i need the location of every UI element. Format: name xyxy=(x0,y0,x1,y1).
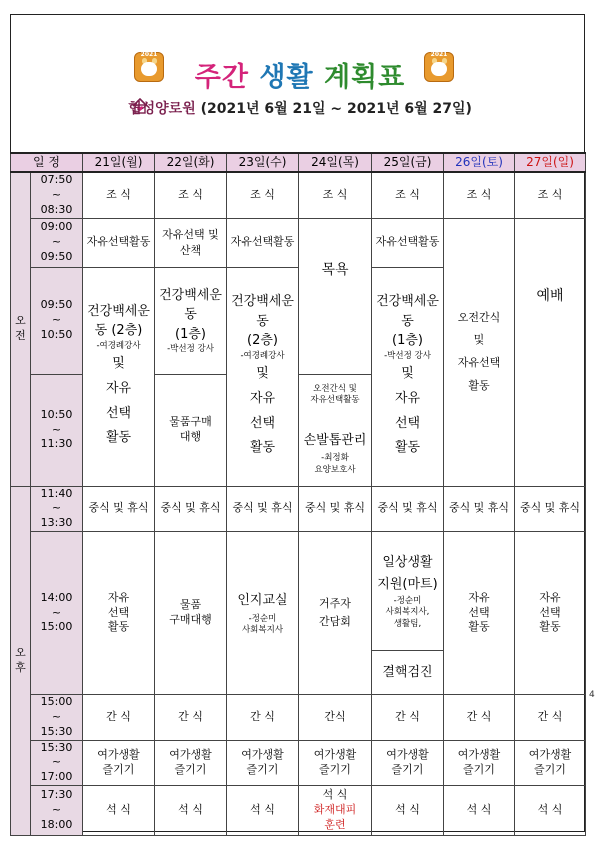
header-row xyxy=(11,153,586,172)
cell-free-activity-fri: 자유선택활동 xyxy=(372,218,444,267)
foot-care-label: 손발톱관리 xyxy=(303,432,367,448)
cognitive-label: 인지교실 xyxy=(237,593,288,609)
cell-breakfast-wed: 조 식 xyxy=(227,172,299,218)
cell-breakfast-sat: 조 식 xyxy=(444,172,515,218)
organization-name: 협성양로원 xyxy=(128,101,196,117)
cell-lunch-fri: 중식 및 휴식 xyxy=(372,486,444,532)
day-header-wed: 23일(수) xyxy=(227,153,299,172)
and-label: 및 xyxy=(256,366,269,382)
time-cell: 17:30 ~ 18:00 xyxy=(31,786,83,836)
cell-breakfast-thu: 조 식 xyxy=(299,172,372,218)
time-cell: 15:00 ~ 15:30 xyxy=(31,695,83,741)
cow-logo-icon-right: 2021 xyxy=(424,52,454,82)
cell-free-activity-mon: 자유선택활동 xyxy=(83,218,155,267)
exercise-title: 건강백세운동 (2층) xyxy=(231,294,294,349)
day-header-thu: 24일(목) xyxy=(299,153,372,172)
table-row xyxy=(11,172,586,218)
cell-leisure-fri: 여가생활 즐기기 xyxy=(372,740,444,786)
table-row xyxy=(11,532,586,695)
day-header-mon: 21일(월) xyxy=(83,153,155,172)
free-activity-label: 자유 선택 활동 xyxy=(394,390,421,456)
time-cell: 10:50 ~ 11:30 xyxy=(31,374,83,486)
page-number: 4 xyxy=(589,690,595,700)
cell-pm-free-sun: 자유 선택 활동 xyxy=(515,532,586,695)
cell-snack-tue: 간 식 xyxy=(155,695,227,741)
cell-residents-meeting-thu: 거주자 간담회 xyxy=(299,532,372,695)
document-header xyxy=(0,0,600,150)
support-note: -정순미 사회복지사, 생활팀, xyxy=(385,595,430,629)
cell-exercise-tue xyxy=(155,267,227,374)
social-worker-note: -정순미 사회복지사 xyxy=(241,613,284,636)
cell-leisure-wed: 여가생활 즐기기 xyxy=(227,740,299,786)
cell-cognitive-wed xyxy=(227,532,299,695)
cell-snack-fri: 간 식 xyxy=(372,695,444,741)
cell-free-activity-wed: 자유선택활동 xyxy=(227,218,299,267)
time-cell: 09:00 ~ 09:50 xyxy=(31,218,83,267)
fire-drill-label: 화재대피 훈련 xyxy=(313,803,357,832)
cell-dinner-tue: 석 식 xyxy=(155,786,227,836)
cell-exercise-fri xyxy=(372,267,444,486)
title-part-2: 생활 xyxy=(259,62,314,93)
time-cell: 15:30 ~ 17:00 xyxy=(31,740,83,786)
table-row xyxy=(11,486,586,532)
tb-check-label: 결핵검진 xyxy=(382,665,433,681)
cell-exercise-wed xyxy=(227,267,299,486)
schedule-header: 일 정 xyxy=(11,153,83,172)
cell-breakfast-fri: 조 식 xyxy=(372,172,444,218)
cell-dinner-thu xyxy=(299,786,372,836)
cell-shopping-tue: 물품구매 대행 xyxy=(155,374,227,486)
cow-logo-icon-left: 2021 xyxy=(134,52,164,82)
time-cell: 14:00 ~ 15:00 xyxy=(31,532,83,695)
cell-bath-thu: 목욕 xyxy=(299,218,372,374)
period-pm: 오 후 xyxy=(11,486,31,836)
day-header-tue: 22일(화) xyxy=(155,153,227,172)
exercise-title: 건강백세운동 (1층) xyxy=(159,287,222,342)
table-row xyxy=(11,218,586,267)
cell-leisure-sat: 여가생활 즐기기 xyxy=(444,740,515,786)
daily-support-label: 일상생활 지원(마트) xyxy=(377,554,438,592)
cell-lunch-sat: 중식 및 휴식 xyxy=(444,486,515,532)
time-cell: 11:40 ~ 13:30 xyxy=(31,486,83,532)
cell-sat-am: 오전간식 및 자유선택 활동 xyxy=(444,218,515,486)
exercise-title: 건강백세운동 (1층) xyxy=(376,294,439,349)
and-label: 및 xyxy=(112,356,125,372)
table-row xyxy=(11,695,586,741)
page-title xyxy=(0,55,600,94)
snack-free-label: 오전간식 및 자유선택활동 xyxy=(310,383,360,406)
cell-breakfast-tue: 조 식 xyxy=(155,172,227,218)
cell-daily-support-fri xyxy=(372,532,444,695)
date-range: (2021년 6월 21일 ~ 2021년 6월 27일) xyxy=(200,101,472,117)
cell-lunch-tue: 중식 및 휴식 xyxy=(155,486,227,532)
cell-leisure-mon: 여가생활 즐기기 xyxy=(83,740,155,786)
day-header-sat: 26일(토) xyxy=(444,153,515,172)
caregiver-note: -최정화 요양보호사 xyxy=(314,453,356,475)
cell-lunch-mon: 중식 및 휴식 xyxy=(83,486,155,532)
cell-dinner-fri: 석 식 xyxy=(372,786,444,836)
free-activity-label: 자유 선택 활동 xyxy=(249,390,276,456)
cell-lunch-wed: 중식 및 휴식 xyxy=(227,486,299,532)
subtitle xyxy=(0,98,600,118)
time-cell: 09:50 ~ 10:50 xyxy=(31,267,83,374)
cell-pm-shopping-tue: 물품 구매대행 xyxy=(155,532,227,695)
table-row xyxy=(11,786,586,836)
cell-pm-free-mon: 자유 선택 활동 xyxy=(83,532,155,695)
free-activity-label: 자유 선택 활동 xyxy=(105,381,132,446)
cell-snack-mon: 간 식 xyxy=(83,695,155,741)
instructor-note: -박선정 강사 xyxy=(384,350,431,361)
cell-pm-free-sat: 자유 선택 활동 xyxy=(444,532,515,695)
cell-lunch-sun: 중식 및 휴식 xyxy=(515,486,586,532)
cell-snack-sun: 간 식 xyxy=(515,695,586,741)
exercise-title: 건강백세운동 (2층) xyxy=(87,303,150,339)
cell-worship-sun: 예배 xyxy=(515,218,586,486)
cell-dinner-sun: 석 식 xyxy=(515,786,586,836)
time-cell: 07:50 ~ 08:30 xyxy=(31,172,83,218)
instructor-note: -여경례강사 xyxy=(96,340,141,351)
cell-snack-sat: 간 식 xyxy=(444,695,515,741)
cell-breakfast-mon: 조 식 xyxy=(83,172,155,218)
instructor-note: -박선정 강사 xyxy=(167,344,214,355)
instructor-note: -여경례강사 xyxy=(240,350,285,361)
day-header-fri: 25일(금) xyxy=(372,153,444,172)
weekly-schedule-table xyxy=(10,152,586,836)
cell-snack-wed: 간 식 xyxy=(227,695,299,741)
cell-foot-care-thu xyxy=(299,374,372,486)
cell-dinner-sat: 석 식 xyxy=(444,786,515,836)
cell-dinner-wed: 석 식 xyxy=(227,786,299,836)
title-part-1: 주간 xyxy=(194,62,249,93)
cell-exercise-mon xyxy=(83,267,155,486)
cell-free-walk-tue: 자유선택 및 산책 xyxy=(155,218,227,267)
table-row xyxy=(11,740,586,786)
cell-dinner-mon: 석 식 xyxy=(83,786,155,836)
and-label: 및 xyxy=(401,366,414,382)
cell-leisure-thu: 여가생활 즐기기 xyxy=(299,740,372,786)
day-header-sun: 27일(일) xyxy=(515,153,586,172)
title-part-3: 계획표 xyxy=(323,62,406,93)
dinner-label: 석 식 xyxy=(322,788,348,802)
cell-snack-thu: 간식 xyxy=(299,695,372,741)
cell-leisure-sun: 여가생활 즐기기 xyxy=(515,740,586,786)
cell-breakfast-sun: 조 식 xyxy=(515,172,586,218)
cell-lunch-thu: 중식 및 휴식 xyxy=(299,486,372,532)
period-am: 오 전 xyxy=(11,172,31,486)
cell-leisure-tue: 여가생활 즐기기 xyxy=(155,740,227,786)
